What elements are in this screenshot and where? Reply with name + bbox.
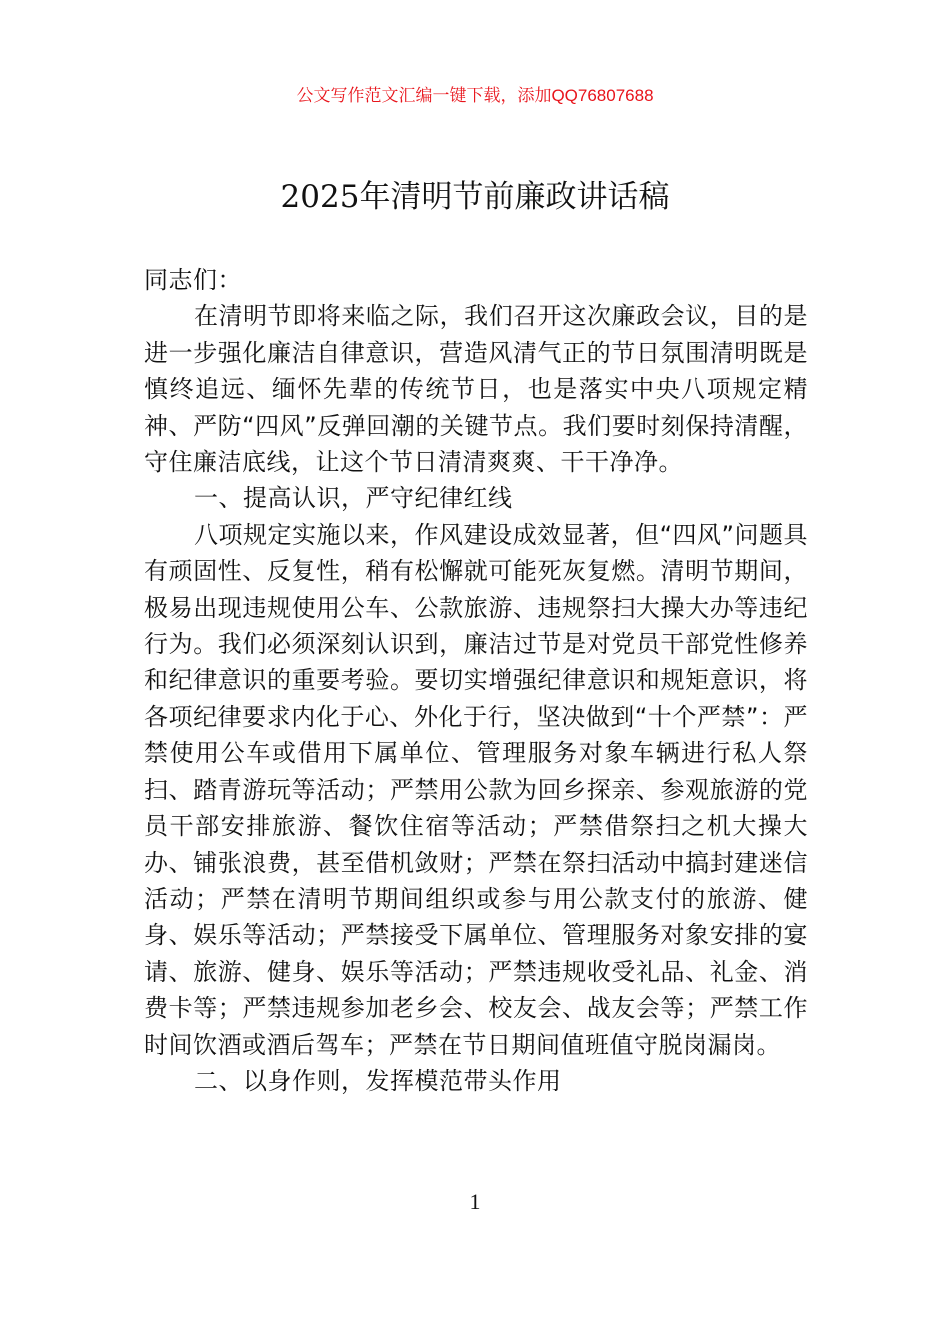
document-title: 2025年清明节前廉政讲话稿 [280, 179, 670, 215]
section-heading-2: 二、以身作则，发挥模范带头作用 [194, 1066, 562, 1095]
intro-paragraph: 在清明节即将来临之际，我们召开这次廉政会议，目的是进一步强化廉洁自律意识，营造风清气正的节日氛围清明既是慎终追远、缅怀先辈的传统节日，也是落实中央八项规定精神、严防“四风”反弹回潮的关键节点。我们要时刻保持清醒，守住廉洁底线，让这个节日清清爽爽、干干净净。 [144, 302, 808, 477]
document-body [144, 262, 808, 1099]
section-1-paragraph: 八项规定实施以来，作风建设成效显著，但“四风”问题具有顽固性、反复性，稍有松懈就可能死灰复燃。清明节期间，极易出现违规使用公车、公款旅游、违规祭扫大操大办等违纪行为。我们必须深刻认识到，廉洁过节是对党员干部党性修养和纪律意识的重要考验。要切实增强纪律意识和规矩意识，将各项纪律要求内化于心、外化于行，坚决做到“十个严禁”：严禁使用公车或借用下属单位、管理服务对象车辆进行私人祭扫、踏青游玩等活动；严禁用公款为回乡探亲、参观旅游的党员干部安排旅游、餐饮住宿等活动；严禁借祭扫之机大操大办、铺张浪费，甚至借机敛财；严禁在祭扫活动中搞封建迷信活动；严禁在清明节期间组织或参与用公款支付的旅游、健身、娱乐等活动；严禁接受下属单位、管理服务对象安排的宴请、旅游、健身、娱乐等活动；严禁违规收受礼品、礼金、消费卡等；严禁违规参加老乡会、校友会、战友会等；严禁工作时间饮酒或酒后驾车；严禁在节日期间值班值守脱岗漏岗。 [144, 520, 808, 1059]
download-banner[interactable]: 公文写作范文汇编一键下载，添加QQ76807688 [296, 86, 654, 105]
salutation: 同志们： [144, 266, 242, 294]
page-number: 1 [469, 1189, 481, 1214]
section-heading-1: 一、提高认识，严守纪律红线 [194, 484, 513, 513]
